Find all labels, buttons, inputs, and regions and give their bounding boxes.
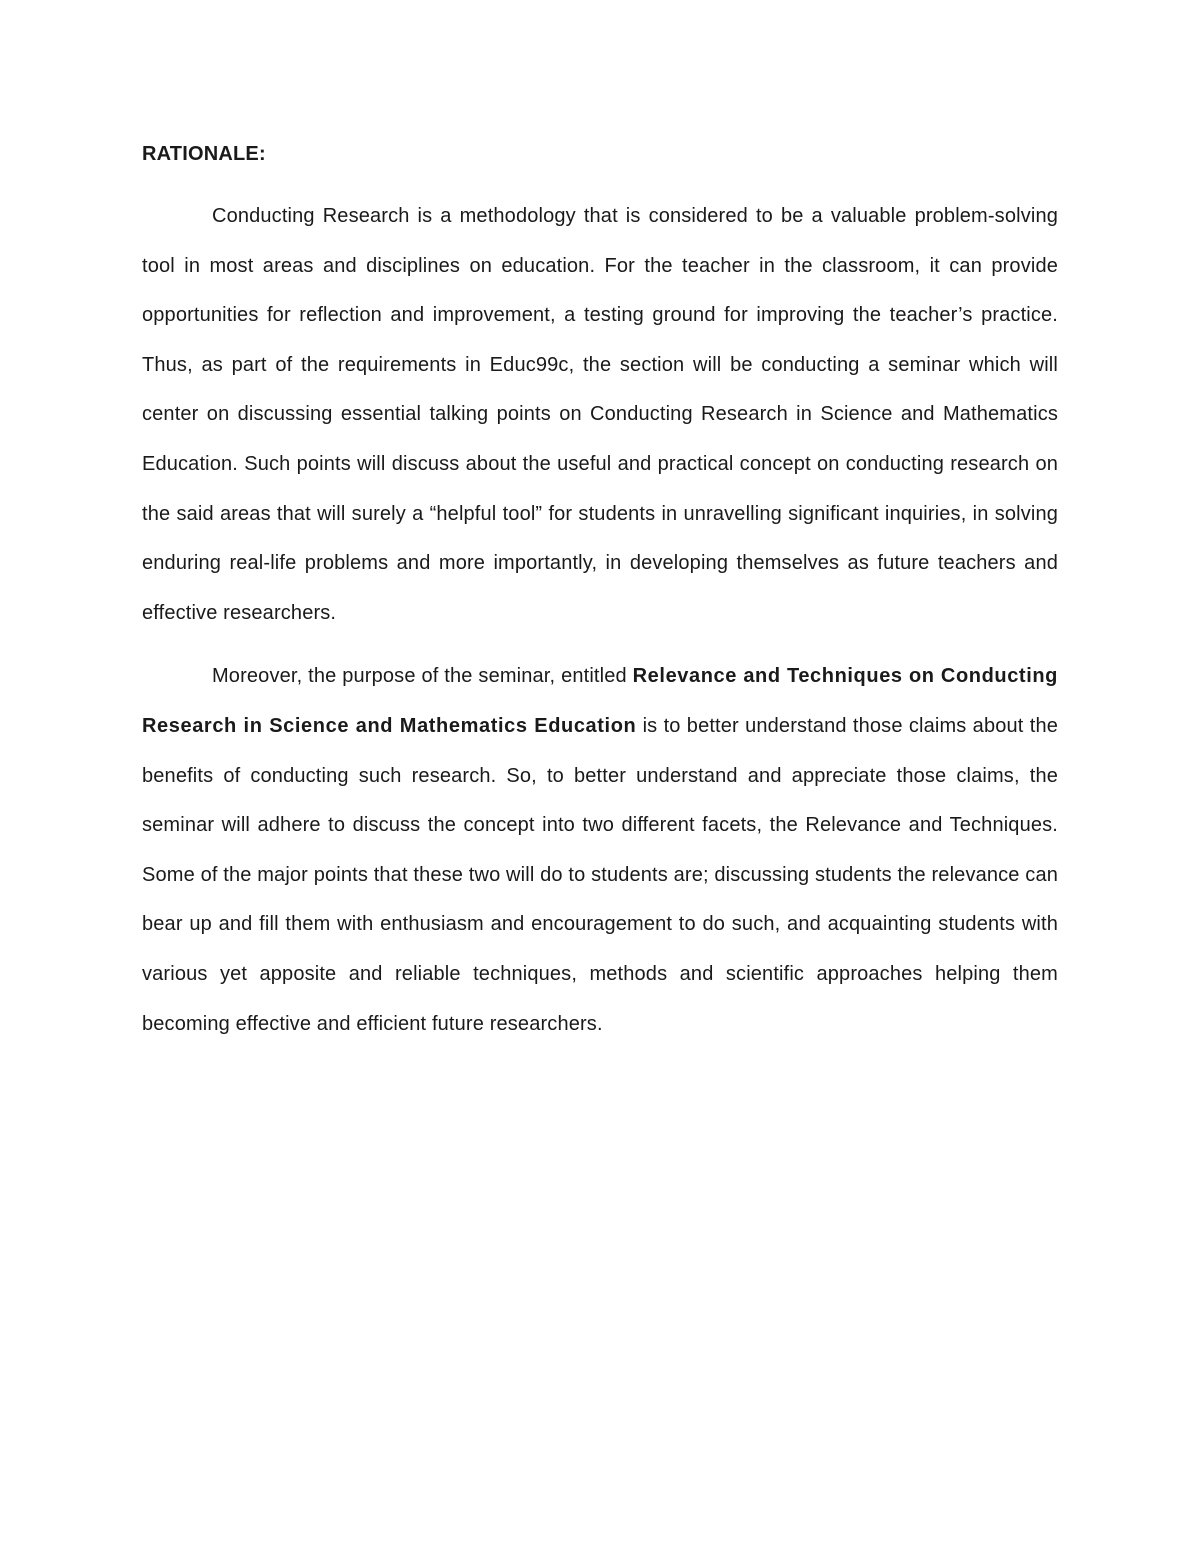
seminar-title: Relevance and Techniques on Conducting Research in Science and Mathematics Education <box>142 665 1058 737</box>
section-heading: RATIONALE: <box>142 143 266 165</box>
paragraph-1: Conducting Research is a methodology that is considered to be a valuable problem-solving tool in most areas and disciplines on education. For the teacher in the classroom, it can provide opportunities for reflection and improvement, a testing ground for improving the teacher’s practice. Thus, as part of the requirements in Educ99c, the section will be conducting a seminar which will center on discussing essential talking points on Conducting Research in Science and Mathematics Education. Such points will discuss about the useful and practical concept on conducting research on the said areas that will surely a “helpful tool” for students in unravelling significant inquiries, in solving enduring real-life problems and more importantly, in developing themselves as future teachers and effective researchers. <box>142 205 1058 624</box>
paragraph-2-rest: is to better understand those claims about the benefits of conducting such research. So, to better understand and appreciate those claims, the seminar will adhere to discuss the concept into two different facets, the Relevance and Techniques. Some of the major points that these two will do to students are; discussing students the relevance can bear up and fill them with enthusiasm and encouragement to do such, and acquainting students with various yet apposite and reliable techniques, methods and scientific approaches helping them becoming effective and efficient future researchers. <box>142 714 1058 1035</box>
document-page <box>142 138 1058 1049</box>
paragraph-2-intro: Moreover, the purpose of the seminar, entitled <box>212 665 633 688</box>
paragraph-2 <box>142 652 1058 1049</box>
